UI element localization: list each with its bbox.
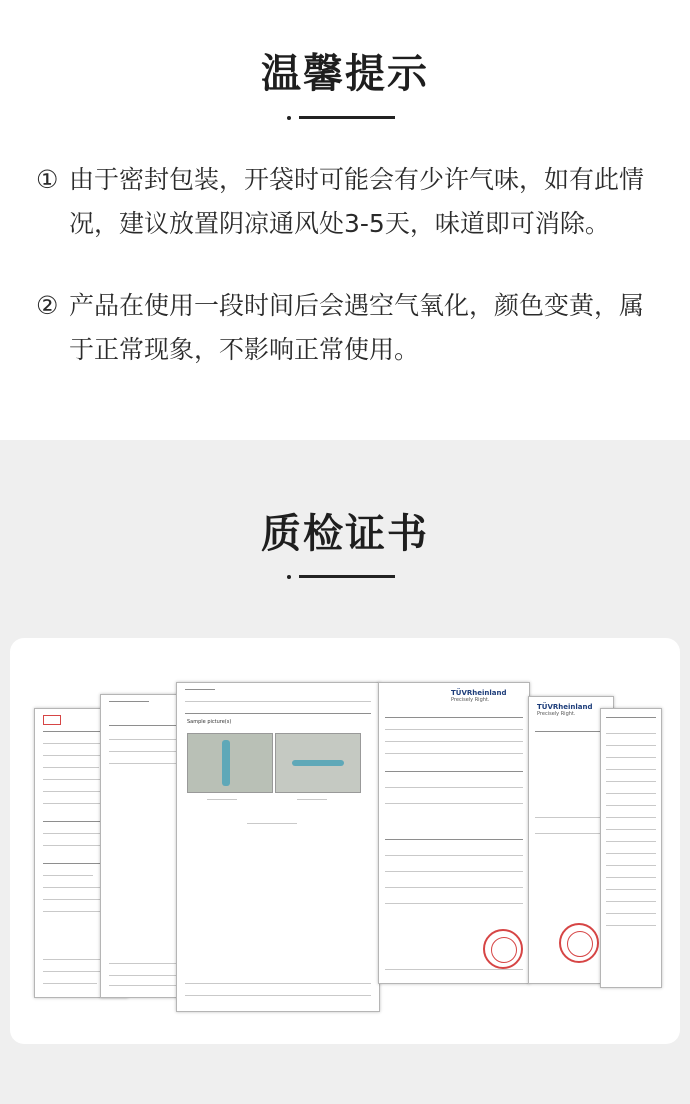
tip-item-1 bbox=[36, 158, 646, 246]
tip-item-2 bbox=[36, 284, 646, 372]
certificates-title: 质检证书 bbox=[261, 511, 429, 557]
tips-title: 温馨提示 bbox=[261, 51, 429, 97]
tuv-logo: TÜVRheinland Precisely Right. bbox=[451, 689, 507, 703]
photo-caption: Sample picture(s) bbox=[187, 719, 232, 725]
tips-section bbox=[0, 0, 690, 440]
report-page-tuv-main bbox=[378, 682, 530, 984]
red-stamp bbox=[559, 923, 599, 963]
title-dot bbox=[287, 116, 291, 120]
certificates-card bbox=[10, 638, 680, 1044]
sample-photo-1 bbox=[187, 733, 273, 793]
tip-number: ① bbox=[36, 165, 59, 194]
tip-text: 产品在使用一段时间后会遇空气氧化，颜色变黄，属于正常现象，不影响正常使用。 bbox=[69, 291, 645, 364]
cma-logo bbox=[43, 715, 61, 725]
tip-text: 由于密封包装，开袋时可能会有少许气味，如有此情况，建议放置阴凉通风处3-5天，味道即可消除。 bbox=[69, 165, 645, 238]
report-page-3 bbox=[600, 708, 662, 988]
sample-photo-2 bbox=[275, 733, 361, 793]
tuv-logo: TÜVRheinland Precisely Right. bbox=[537, 703, 593, 717]
title-underline bbox=[299, 116, 395, 119]
report-page-photos bbox=[176, 682, 380, 1012]
tip-number: ② bbox=[36, 291, 59, 320]
red-stamp bbox=[483, 929, 523, 969]
title-dot bbox=[287, 575, 291, 579]
title-underline bbox=[299, 575, 395, 578]
